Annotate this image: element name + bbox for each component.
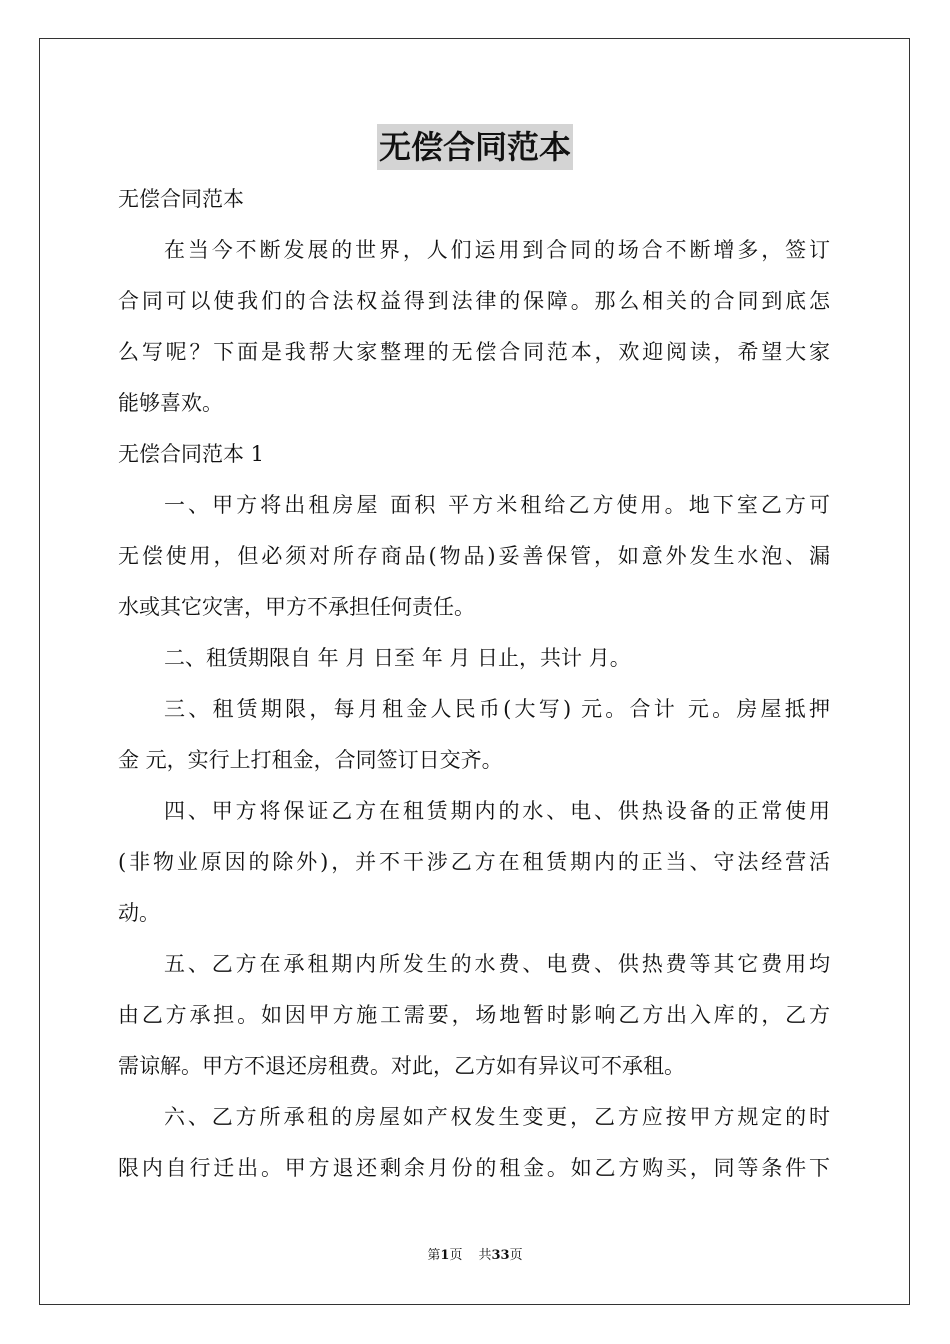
clause-line: 三、租赁期限，每月租金人民币(大写) 元。合计 元。房屋抵押: [164, 697, 830, 721]
intro-line: 么写呢？下面是我帮大家整理的无偿合同范本，欢迎阅读，希望大家: [118, 340, 830, 364]
clause-line: 五、乙方在承租期内所发生的水费、电费、供热费等其它费用均: [164, 952, 830, 976]
clause-line: 六、乙方所承租的房屋如产权发生变更，乙方应按甲方规定的时: [164, 1105, 830, 1129]
clause-line: (非物业原因的除外)，并不干涉乙方在租赁期内的正当、守法经营活: [118, 850, 830, 874]
page-footer: [0, 1246, 950, 1266]
page-number: 1: [440, 1248, 450, 1263]
clause-line: 由乙方承担。如因甲方施工需要，场地暂时影响乙方出入库的，乙方: [118, 1003, 830, 1027]
intro-line: 能够喜欢。: [118, 391, 223, 415]
clause-line: 一、甲方将出租房屋 面积 平方米租给乙方使用。地下室乙方可: [164, 493, 830, 517]
clause-line: 无偿使用，但必须对所存商品(物品)妥善保管，如意外发生水泡、漏: [118, 544, 830, 568]
title-container: [0, 124, 950, 170]
clause-3: [118, 684, 830, 786]
clause-6: [118, 1092, 830, 1194]
clause-line: 四、甲方将保证乙方在租赁期内的水、电、供热设备的正常使用: [164, 799, 830, 823]
clause-2: [118, 633, 830, 684]
document-title: 无偿合同范本: [377, 124, 573, 170]
section-heading: 无偿合同范本 1: [118, 442, 265, 466]
clause-line: 动。: [118, 901, 160, 925]
clause-4: [118, 786, 830, 939]
page-suffix: 页: [449, 1248, 463, 1263]
total-suffix: 页: [509, 1248, 523, 1263]
intro-line: 合同可以使我们的合法权益得到法律的保障。那么相关的合同到底怎: [118, 289, 830, 313]
document-body: [118, 174, 830, 1194]
clause-line: 限内自行迁出。甲方退还剩余月份的租金。如乙方购买，同等条件下: [118, 1156, 830, 1180]
clause-1: [118, 480, 830, 633]
total-pages: 33: [491, 1248, 510, 1263]
clause-5: [118, 939, 830, 1092]
total-prefix: 共: [478, 1248, 492, 1263]
clause-line: 需谅解。甲方不退还房租费。对此，乙方如有异议可不承租。: [118, 1054, 685, 1078]
clause-line: 金 元，实行上打租金，合同签订日交齐。: [118, 748, 503, 772]
document-subtitle: 无偿合同范本: [118, 187, 244, 211]
page-prefix: 第: [427, 1248, 441, 1263]
intro-line: 在当今不断发展的世界，人们运用到合同的场合不断增多，签订: [164, 238, 830, 262]
clause-line: 水或其它灾害，甲方不承担任何责任。: [118, 595, 475, 619]
intro-paragraph: [118, 225, 830, 429]
clause-line: 二、租赁期限自 年 月 日至 年 月 日止，共计 月。: [164, 646, 631, 670]
